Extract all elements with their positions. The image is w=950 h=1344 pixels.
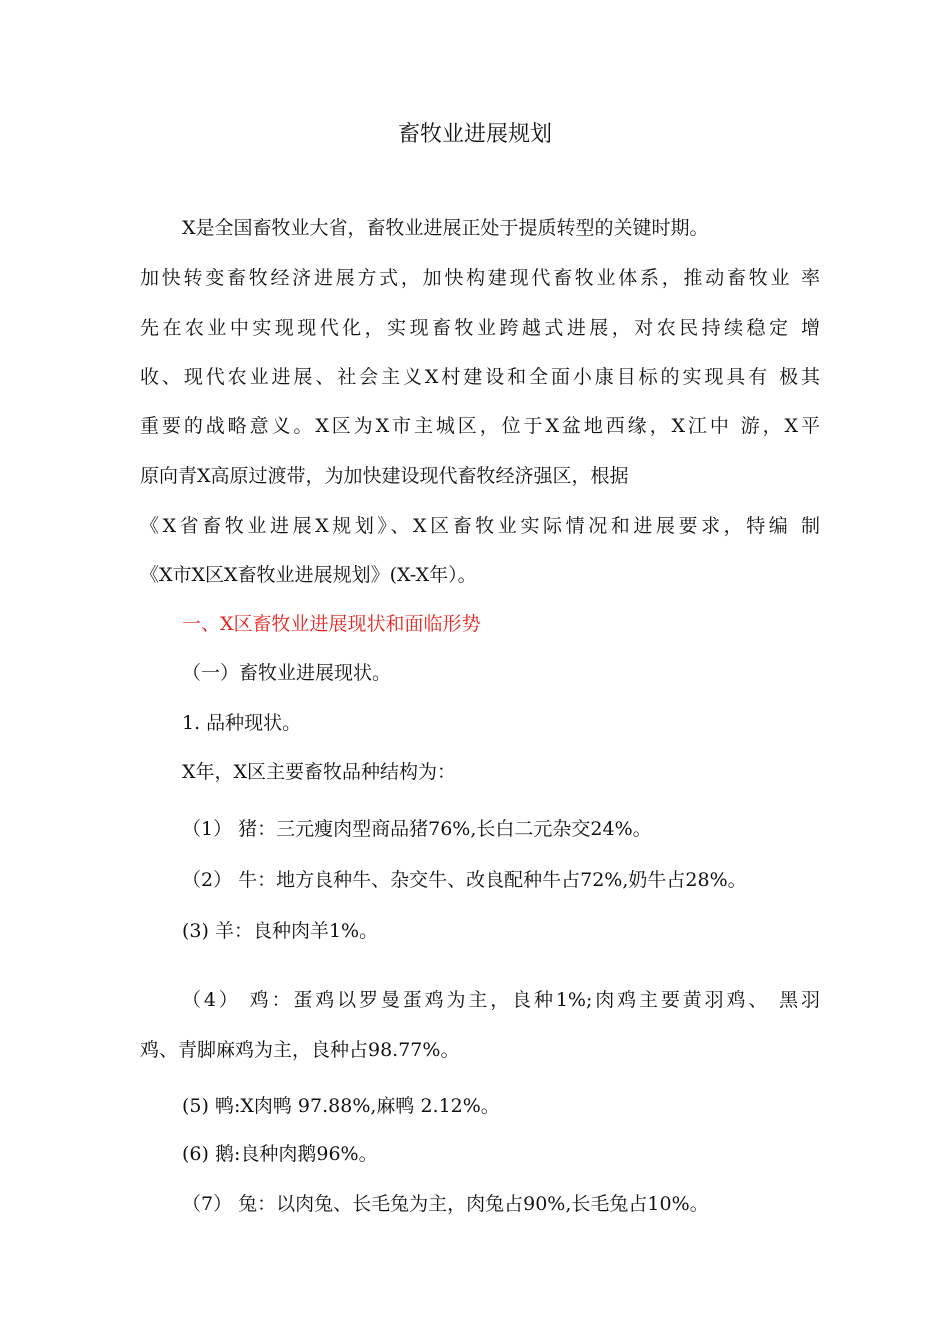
breed-goose: (6) 鹅:良种肉鹅96%。 xyxy=(182,1143,378,1165)
intro-line-1: X是全国畜牧业大省，畜牧业进展正处于提质转型的关键时期。 xyxy=(182,217,709,239)
document-title: 畜牧业进展规划 xyxy=(397,122,552,147)
breed-sheep: (3) 羊：良种肉羊1%。 xyxy=(182,920,379,942)
breed-chicken-line-1: （4） 鸡：蛋鸡以罗曼蛋鸡为主，良种1%;肉鸡主要黄羽鸡、 黑羽 xyxy=(182,989,820,1011)
breed-pig: （1） 猪：三元瘦肉型商品猪76%,长白二元杂交24%。 xyxy=(182,818,652,840)
intro-line-6: 原向青X高原过渡带，为加快建设现代畜牧经济强区，根据 xyxy=(140,465,629,487)
breed-rabbit: （7） 兔：以肉兔、长毛兔为主，肉兔占90%,长毛兔占10%。 xyxy=(182,1193,709,1215)
subsection-heading: （一）畜牧业进展现状。 xyxy=(182,662,392,684)
breed-cattle: （2） 牛：地方良种牛、杂交牛、改良配种牛占72%,奶牛占28%。 xyxy=(182,869,747,891)
intro-line-5: 重要的战略意义。X区为X市主城区，位于X盆地西缘，X江中 游，X平 xyxy=(140,415,820,437)
structure-intro: X年，X区主要畜牧品种结构为： xyxy=(182,761,457,783)
intro-line-4: 收、现代农业进展、社会主义X村建设和全面小康目标的实现具有 极其 xyxy=(140,366,820,388)
section-heading: 一、X区畜牧业进展现状和面临形势 xyxy=(182,613,481,635)
intro-line-3: 先在农业中实现现代化，实现畜牧业跨越式进展，对农民持续稳定 增 xyxy=(140,317,820,339)
intro-line-8: 《X市X区X畜牧业进展规划》(X-X年）。 xyxy=(140,564,477,586)
breed-chicken-line-2: 鸡、青脚麻鸡为主，良种占98.77%。 xyxy=(140,1039,460,1061)
intro-line-2: 加快转变畜牧经济进展方式，加快构建现代畜牧业体系，推动畜牧业 率 xyxy=(140,267,820,289)
breed-duck: (5) 鸭:X肉鸭 97.88%,麻鸭 2.12%。 xyxy=(182,1095,500,1117)
intro-line-7: 《X省畜牧业进展X规划》、X区畜牧业实际情况和进展要求，特编 制 xyxy=(140,515,820,537)
item-heading: 1. 品种现状。 xyxy=(182,712,302,734)
